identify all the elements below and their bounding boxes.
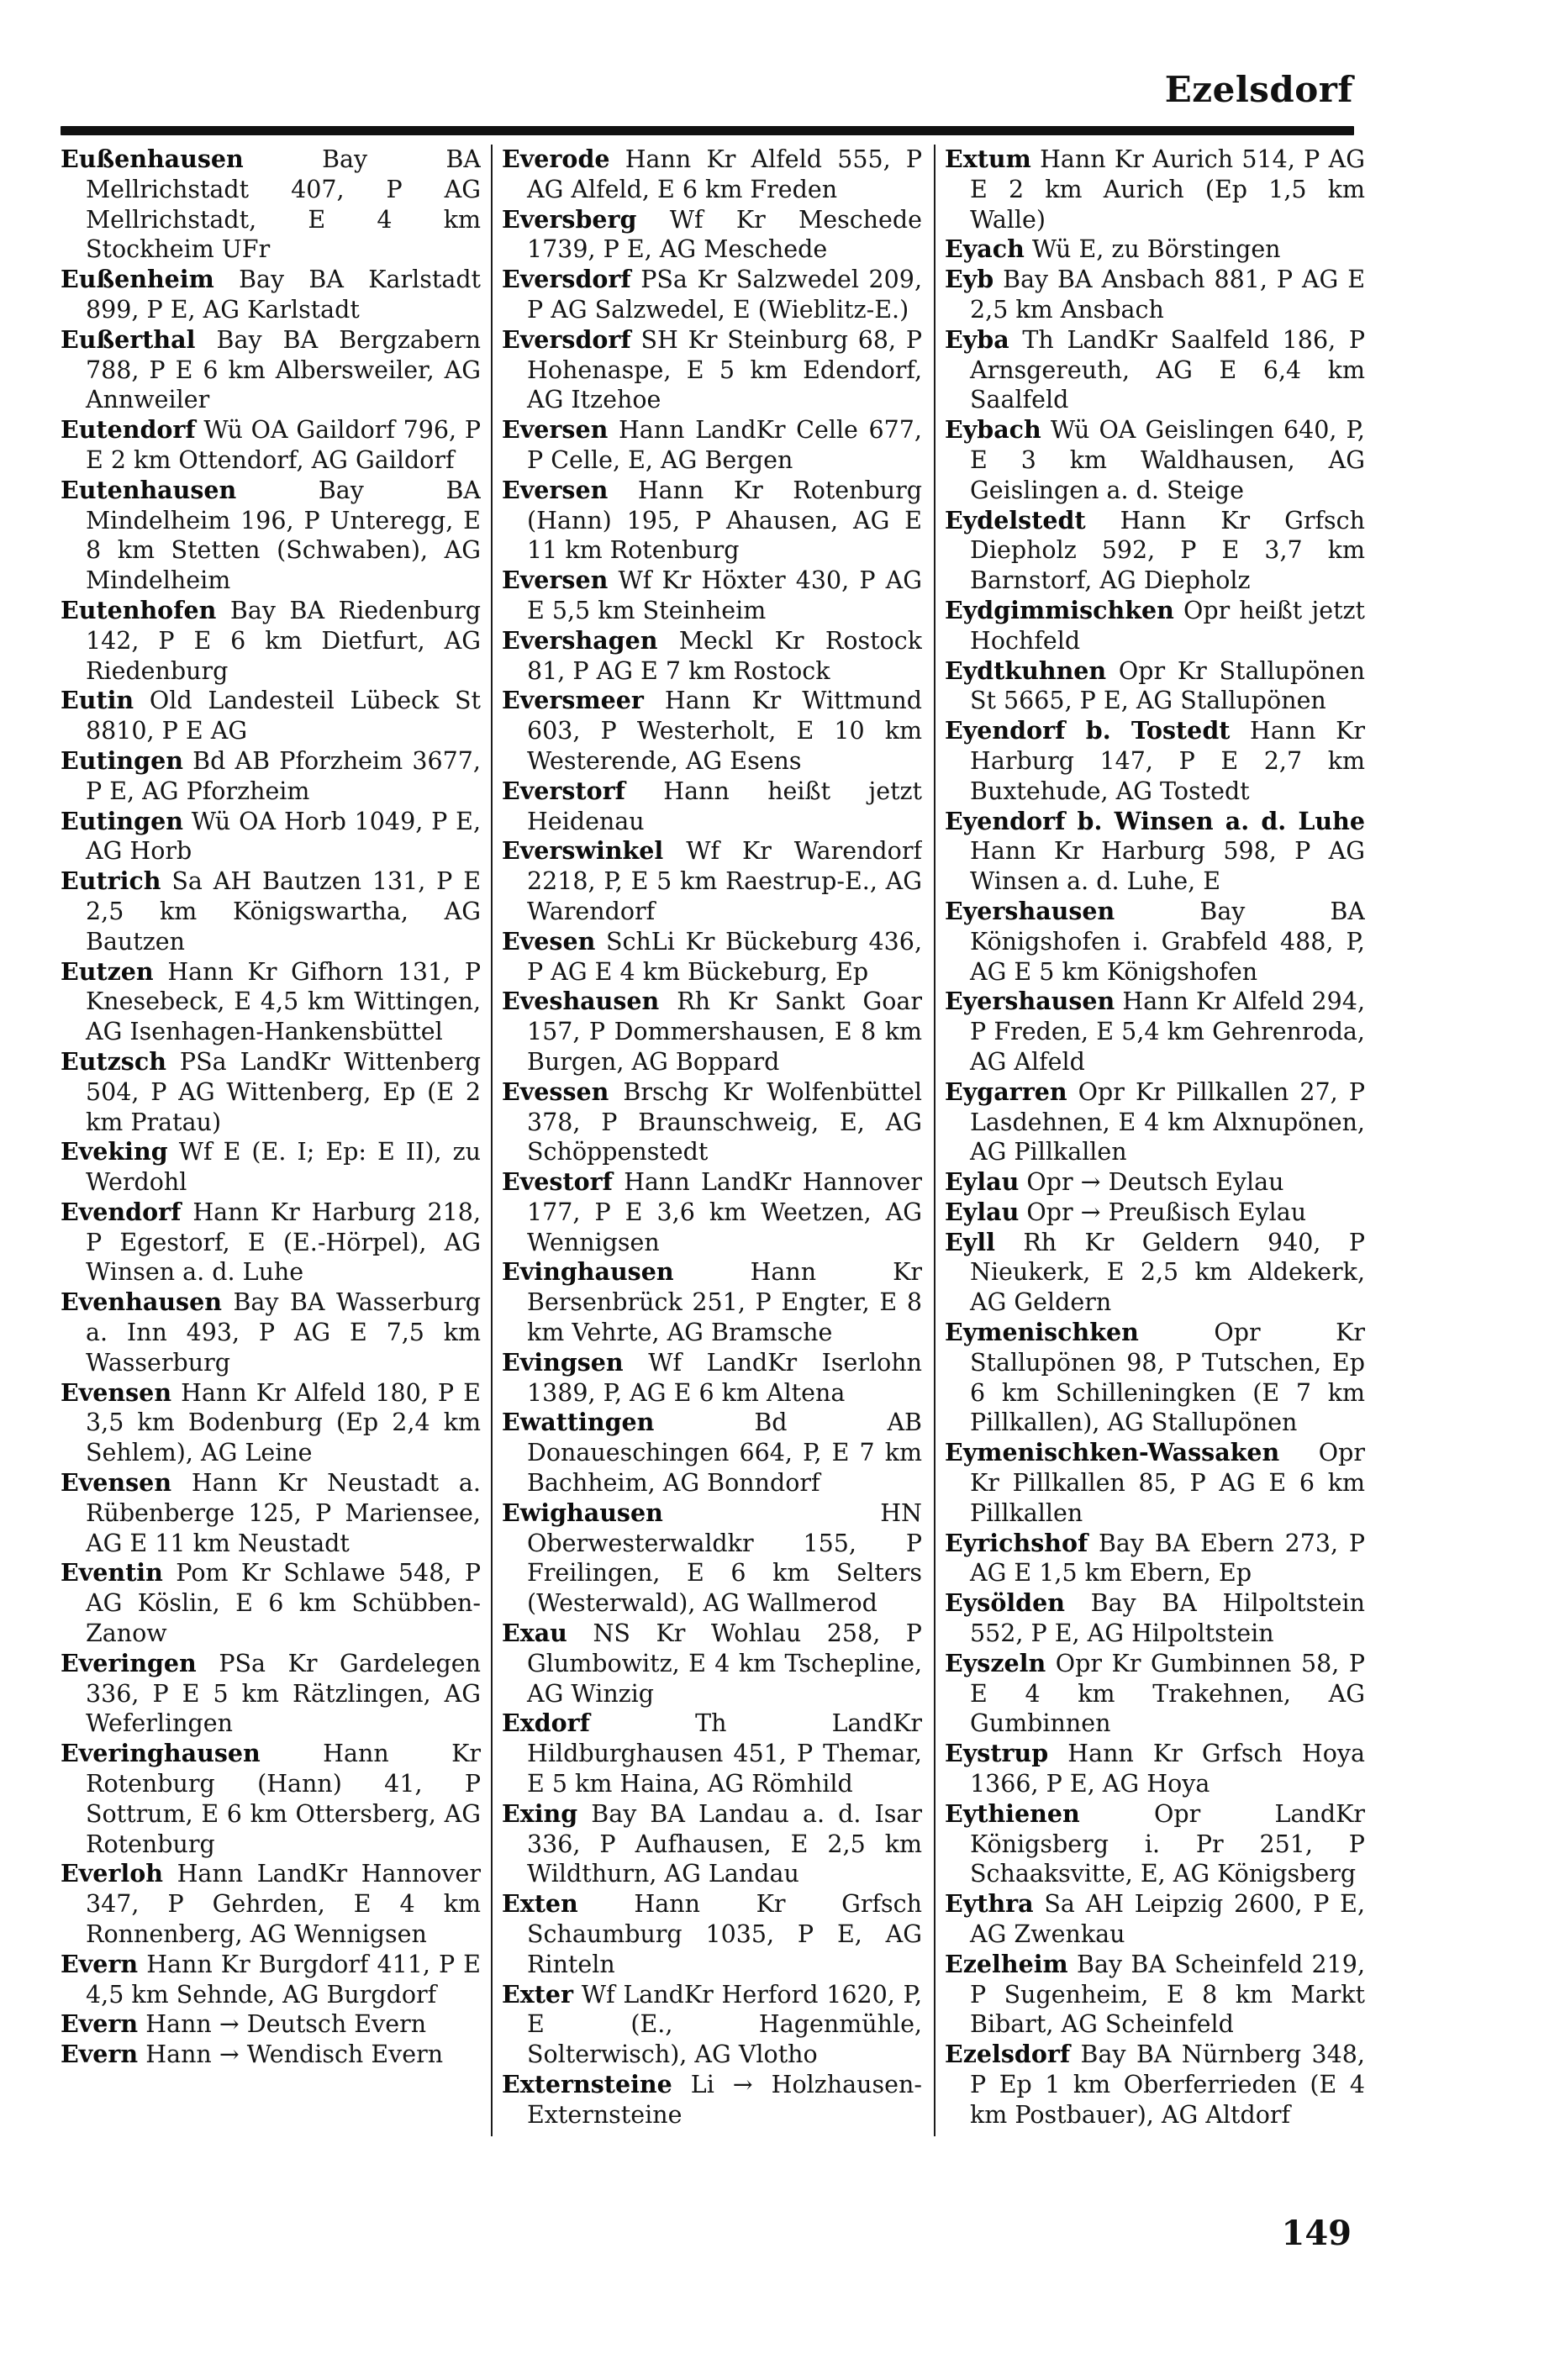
gazetteer-entry <box>61 145 481 265</box>
entry-name: Eyll <box>945 1227 995 1256</box>
gazetteer-entry <box>502 1889 922 1979</box>
gazetteer-entry <box>945 1799 1365 1889</box>
running-head: Ezelsdorf <box>1164 69 1353 110</box>
entry-name: Exter <box>502 1979 574 2009</box>
entry-name: Eventin <box>61 1558 163 1588</box>
entry-text: Old Landesteil Lübeck St 8810, P E AG <box>86 687 481 745</box>
entry-name: Ezelheim <box>945 1949 1068 1978</box>
entry-text: Hann Kr Aurich 514, P AG E 2 km Aurich (Ep 1,5 km Walle) <box>970 145 1365 234</box>
entry-name: Eveking <box>61 1137 168 1166</box>
entry-name: Eversberg <box>502 204 637 234</box>
entry-name: Eyba <box>945 324 1009 354</box>
entry-name: Ezelsdorf <box>945 2040 1071 2069</box>
entry-text: SH Kr Steinburg 68, P Hohenaspe, E 5 km Edendorf, AG Itzehoe <box>527 325 922 414</box>
entry-text: Wü OA Gaildorf 796, P E 2 km Ottendorf, AG Gaildorf <box>86 416 481 474</box>
gazetteer-entry <box>61 1649 481 1739</box>
entry-name: Eutrich <box>61 866 161 896</box>
entry-text: Wü E, zu Börstingen <box>1031 235 1281 264</box>
gazetteer-entry <box>502 1619 922 1709</box>
entry-name: Exdorf <box>502 1709 590 1738</box>
entry-text: Brschg Kr Wolfenbüttel 378, P Braunschweig, E, AG Schöppenstedt <box>527 1077 922 1166</box>
gazetteer-entry <box>502 1498 922 1619</box>
entry-name: Eutendorf <box>61 415 196 445</box>
entry-text: Hann Kr Burgdorf 411, P E 4,5 km Sehnde, AG Burgdorf <box>86 1950 481 2009</box>
gazetteer-entry <box>502 265 922 325</box>
entry-name: Evensen <box>61 1468 172 1498</box>
entry-text: PSa Kr Salzwedel 209, P AG Salzwedel, E (Wieblitz-E.) <box>527 266 922 324</box>
entry-name: Everode <box>502 145 610 173</box>
gazetteer-entry <box>502 205 922 266</box>
gazetteer-entry <box>502 1980 922 2070</box>
gazetteer-entry <box>945 1649 1365 1739</box>
entry-text: Hann LandKr Hannover 347, P Gehrden, E 4 km Ronnenberg, AG Wennigsen <box>86 1860 481 1949</box>
gazetteer-entry <box>945 1588 1365 1649</box>
entry-text: Bay BA Mindelheim 196, P Unteregg, E 8 km Stetten (Schwaben), AG Mindelheim <box>86 476 481 595</box>
gazetteer-entry <box>61 807 481 867</box>
entry-name: Eyb <box>945 265 994 294</box>
gazetteer-entry <box>945 234 1365 265</box>
entry-name: Everloh <box>61 1859 163 1888</box>
gazetteer-entry <box>945 1438 1365 1528</box>
gazetteer-entry <box>945 1889 1365 1950</box>
entry-text: SchLi Kr Bückeburg 436, P AG E 4 km Bückeburg, Ep <box>527 927 922 986</box>
entry-name: Ewattingen <box>502 1408 655 1437</box>
gazetteer-entry <box>502 836 922 926</box>
entry-name: Eyershausen <box>945 896 1115 925</box>
entry-text: Hann Kr Bersenbrück 251, P Engter, E 8 km Vehrte, AG Bramsche <box>527 1258 922 1347</box>
entry-text: Hann LandKr Hannover 177, P E 3,6 km Weetzen, AG Wennigsen <box>527 1168 922 1256</box>
gazetteer-entry <box>945 1950 1365 2040</box>
entry-name: Exten <box>502 1889 578 1919</box>
entry-text: Opr Kr Stallupönen St 5665, P E, AG Stallupönen <box>970 656 1365 715</box>
gazetteer-entry <box>945 415 1365 505</box>
entry-name: Extum <box>945 145 1031 173</box>
entry-text: Bay BA Königshofen i. Grabfeld 488, P, AG E 5 km Königshofen <box>970 897 1365 986</box>
entry-text: Bay BA Wasserburg a. Inn 493, P AG E 7,5 km Wasserburg <box>86 1288 481 1377</box>
entry-text: Hann LandKr Celle 677, P Celle, E, AG Bergen <box>527 416 922 474</box>
entry-text: Hann → Deutsch Evern <box>145 2010 427 2039</box>
gazetteer-entry <box>945 656 1365 717</box>
gazetteer-entry <box>61 1859 481 1949</box>
entry-name: Eythienen <box>945 1798 1080 1828</box>
entry-text: Opr → Preußisch Eylau <box>1026 1198 1307 1226</box>
entry-text: Hann Kr Grfsch Schaumburg 1035, P E, AG Rinteln <box>527 1890 922 1978</box>
gazetteer-entry <box>945 2040 1365 2130</box>
entry-text: Pom Kr Schlawe 548, P AG Köslin, E 6 km Schübben-Zanow <box>86 1559 481 1648</box>
gazetteer-entry <box>61 2040 481 2070</box>
entry-text: Bd AB Pforzheim 3677, P E, AG Pforzheim <box>86 746 481 805</box>
gazetteer-entry <box>502 476 922 566</box>
entry-text: Hann Kr Gifhorn 131, P Knesebeck, E 4,5 km Wittingen, AG Isenhagen-Hankensbüttel <box>86 957 481 1046</box>
gazetteer-entry <box>61 1047 481 1137</box>
entry-name: Eversen <box>502 415 609 445</box>
entry-text: Bay BA Scheinfeld 219, P Sugenheim, E 8 km Markt Bibart, AG Scheinfeld <box>970 1950 1365 2039</box>
entry-text: Wf Kr Warendorf 2218, P, E 5 km Raestrup-E., AG Warendorf <box>527 837 922 925</box>
entry-text: Bay BA Karlstadt 899, P E, AG Karlstadt <box>86 266 481 324</box>
entry-name: Eylau <box>945 1197 1020 1226</box>
gazetteer-entry <box>945 1167 1365 1198</box>
gazetteer-entry <box>945 897 1365 987</box>
entry-text: Meckl Kr Rostock 81, P AG E 7 km Rostock <box>527 626 922 685</box>
entry-text: Hann Kr Alfeld 294, P Freden, E 5,4 km Gehrenroda, AG Alfeld <box>970 987 1365 1076</box>
entry-name: Eymenischken-Wassaken <box>945 1438 1280 1467</box>
entry-text: Wü OA Geislingen 640, P, E 3 km Waldhausen, AG Geislingen a. d. Steige <box>970 416 1365 504</box>
entry-name: Eyendorf b. Tostedt <box>945 716 1231 745</box>
entry-name: Evinghausen <box>502 1257 674 1287</box>
gazetteer-entry <box>502 927 922 987</box>
entry-text: Th LandKr Saalfeld 186, P Arnsgereuth, AG E 6,4 km Saalfeld <box>970 325 1365 414</box>
gazetteer-entry <box>61 415 481 476</box>
entry-text: Hann Kr Harburg 218, P Egestorf, E (E.-Hörpel), AG Winsen a. d. Luhe <box>86 1198 481 1287</box>
gazetteer-entry <box>61 265 481 325</box>
gazetteer-entry <box>945 716 1365 806</box>
gazetteer-entry <box>502 626 922 687</box>
entry-text: Hann Kr Rotenburg (Hann) 41, P Sottrum, E 6 km Ottersberg, AG Rotenburg <box>86 1740 481 1858</box>
entry-text: NS Kr Wohlau 258, P Glumbowitz, E 4 km Tschepline, AG Winzig <box>527 1619 922 1708</box>
gazetteer-entry <box>945 987 1365 1077</box>
entry-name: Everinghausen <box>61 1739 261 1768</box>
entry-name: Evern <box>61 2040 139 2069</box>
gazetteer-entry <box>61 1558 481 1648</box>
gazetteer-entry <box>945 807 1365 897</box>
gazetteer-entry <box>502 2070 922 2130</box>
entry-name: Evern <box>61 1949 139 1978</box>
header-rule <box>61 126 1354 135</box>
entry-name: Eutenhofen <box>61 595 217 624</box>
gazetteer-entry <box>502 1167 922 1257</box>
entry-text: Hann Kr Harburg 147, P E 2,7 km Buxtehude, AG Tostedt <box>970 717 1365 805</box>
gazetteer-entry <box>61 1137 481 1198</box>
entry-name: Eutzsch <box>61 1046 166 1076</box>
entry-text: Wü OA Horb 1049, P E, AG Horb <box>86 807 481 866</box>
entry-name: Evern <box>61 2009 139 2039</box>
entry-name: Eversen <box>502 475 609 504</box>
column-2 <box>502 145 922 2136</box>
gazetteer-entry <box>945 1529 1365 1589</box>
gazetteer-entry <box>61 686 481 746</box>
gazetteer-entry <box>61 866 481 956</box>
entry-name: Evesen <box>502 926 596 956</box>
gazetteer-entry <box>945 145 1365 234</box>
entry-text: Wf LandKr Iserlohn 1389, P, AG E 6 km Altena <box>527 1348 922 1407</box>
column-1 <box>61 145 481 2136</box>
gazetteer-entry <box>502 566 922 626</box>
entry-name: Exau <box>502 1619 567 1648</box>
gazetteer-entry <box>502 1799 922 1889</box>
entry-name: Eystrup <box>945 1739 1049 1768</box>
entry-name: Eyershausen <box>945 987 1115 1016</box>
entry-name: Eydtkuhnen <box>945 656 1107 685</box>
gazetteer-entry <box>502 987 922 1077</box>
gazetteer-entry <box>61 957 481 1047</box>
entry-text: Opr Kr Gumbinnen 58, P E 4 km Trakehnen, AG Gumbinnen <box>970 1649 1365 1738</box>
gazetteer-entry <box>945 325 1365 415</box>
entry-text: Bay BA Landau a. d. Isar 336, P Aufhausen, E 2,5 km Wildthurn, AG Landau <box>527 1799 922 1888</box>
entry-text: Wf E (E. I; Ep: E II), zu Werdohl <box>86 1138 481 1197</box>
entry-name: Evessen <box>502 1077 609 1106</box>
entry-text: Hann Kr Alfeld 555, P AG Alfeld, E 6 km Freden <box>527 145 922 203</box>
entry-text: Hann Kr Grfsch Diepholz 592, P E 3,7 km Barnstorf, AG Diepholz <box>970 506 1365 595</box>
entry-name: Evendorf <box>61 1197 182 1226</box>
gazetteer-entry <box>61 746 481 807</box>
entry-name: Everingen <box>61 1648 197 1677</box>
entry-name: Eußerthal <box>61 324 196 354</box>
entry-name: Evershagen <box>502 625 658 655</box>
entry-text: Rh Kr Sankt Goar 157, P Dommershausen, E 8 km Burgen, AG Boppard <box>527 987 922 1076</box>
entry-name: Eutingen <box>61 745 183 775</box>
gazetteer-entry <box>945 596 1365 656</box>
entry-name: Everstorf <box>502 776 625 805</box>
entry-text: Opr Kr Stallupönen 98, P Tutschen, Ep 6 km Schilleningken (E 7 km Pillkallen), AG Stallupönen <box>970 1319 1365 1437</box>
gazetteer-entry <box>61 596 481 686</box>
gazetteer-entry <box>502 777 922 837</box>
gazetteer-entry <box>61 2009 481 2040</box>
gazetteer-entry <box>945 1198 1365 1228</box>
entry-text: HN Oberwesterwaldkr 155, P Freilingen, E 6 km Selters (Westerwald), AG Wallmerod <box>527 1498 922 1618</box>
gazetteer-entry <box>502 1348 922 1409</box>
column-divider <box>934 145 935 2136</box>
entry-name: Eyach <box>945 234 1025 264</box>
entry-text: Bd AB Donaueschingen 664, P, E 7 km Bachheim, AG Bonndorf <box>527 1409 922 1498</box>
gazetteer-entry <box>945 1318 1365 1438</box>
entry-text: Wf Kr Meschede 1739, P E, AG Meschede <box>527 205 922 264</box>
entry-text: PSa Kr Gardelegen 336, P E 5 km Rätzlingen, AG Weferlingen <box>86 1649 481 1738</box>
entry-text: Hann heißt jetzt Heidenau <box>527 777 922 835</box>
entry-text: PSa LandKr Wittenberg 504, P AG Wittenberg, Ep (E 2 km Pratau) <box>86 1047 481 1136</box>
gazetteer-entry <box>945 1739 1365 1799</box>
entry-name: Eversdorf <box>502 324 631 354</box>
entry-name: Eußenheim <box>61 265 214 294</box>
entry-text: Hann Kr Harburg 598, P AG Winsen a. d. Luhe, E <box>970 837 1365 896</box>
entry-text: Opr LandKr Königsberg i. Pr 251, P Schaaksvitte, E, AG Königsberg <box>970 1799 1365 1888</box>
entry-text: Rh Kr Geldern 940, P Nieukerk, E 2,5 km Aldekerk, AG Geldern <box>970 1228 1365 1317</box>
entry-text: Hann Kr Rotenburg (Hann) 195, P Ahausen, AG E 11 km Rotenburg <box>527 476 922 565</box>
entry-text: Opr Kr Pillkallen 85, P AG E 6 km Pillkallen <box>970 1439 1365 1527</box>
entry-name: Eveshausen <box>502 987 660 1016</box>
entry-name: Eybach <box>945 415 1041 445</box>
entry-text: Opr Kr Pillkallen 27, P Lasdehnen, E 4 km Alxnupönen, AG Pillkallen <box>970 1077 1365 1166</box>
entry-text: Wf LandKr Herford 1620, P, E (E., Hagenmühle, Solterwisch), AG Vlotho <box>527 1980 922 2069</box>
entry-name: Eversen <box>502 566 609 595</box>
gazetteer-entry <box>945 1228 1365 1318</box>
entry-name: Eyendorf b. Winsen a. d. Luhe <box>945 806 1365 835</box>
gazetteer-entry <box>502 1077 922 1167</box>
entry-text: Hann → Wendisch Evern <box>145 2040 444 2069</box>
entry-name: Eutzen <box>61 956 154 986</box>
entry-text: Sa AH Bautzen 131, P E 2,5 km Königswartha, AG Bautzen <box>86 867 481 956</box>
entry-name: Eutin <box>61 686 134 715</box>
entry-name: Exing <box>502 1798 578 1828</box>
entry-name: Eysölden <box>945 1588 1065 1618</box>
gazetteer-entry <box>945 506 1365 596</box>
gazetteer-entry <box>502 325 922 415</box>
entry-name: Eymenischken <box>945 1318 1139 1347</box>
entry-text: Sa AH Leipzig 2600, P E, AG Zwenkau <box>970 1890 1365 1949</box>
entry-name: Eußenhausen <box>61 145 244 173</box>
entry-name: Eutingen <box>61 806 183 835</box>
page-number: 149 <box>1281 2214 1352 2253</box>
entry-name: Evingsen <box>502 1347 624 1377</box>
entry-text: Bay BA Nürnberg 348, P Ep 1 km Oberferrieden (E 4 km Postbauer), AG Altdorf <box>970 2040 1365 2129</box>
entry-name: Everswinkel <box>502 836 664 866</box>
gazetteer-entry <box>61 1287 481 1377</box>
entry-name: Externsteine <box>502 2070 672 2098</box>
entry-text: Bay BA Hilpoltstein 552, P E, AG Hilpoltstein <box>970 1589 1365 1648</box>
entry-text: Bay BA Mellrichstadt 407, P AG Mellrichstadt, E 4 km Stockheim UFr <box>86 145 481 264</box>
entry-name: Evensen <box>61 1377 172 1407</box>
entry-name: Eutenhausen <box>61 475 237 504</box>
gazetteer-entry <box>61 1198 481 1287</box>
gazetteer-entry <box>61 1468 481 1558</box>
gazetteer-entry <box>502 1408 922 1498</box>
entry-text: Wf Kr Höxter 430, P AG E 5,5 km Steinheim <box>527 566 922 624</box>
gazetteer-entry <box>61 476 481 596</box>
gazetteer-entry <box>61 1950 481 2010</box>
gazetteer-entry <box>61 1378 481 1468</box>
entry-name: Eylau <box>945 1167 1020 1197</box>
entry-text: Th LandKr Hildburghausen 451, P Themar, E 5 km Haina, AG Römhild <box>527 1709 922 1798</box>
gazetteer-entry <box>502 1709 922 1798</box>
entry-name: Evestorf <box>502 1167 613 1197</box>
entry-text: Li → Holzhausen-Externsteine <box>527 2071 922 2129</box>
entry-text: Hann Kr Grfsch Hoya 1366, P E, AG Hoya <box>970 1740 1365 1798</box>
entry-name: Eythra <box>945 1889 1034 1919</box>
entry-text: Opr → Deutsch Eylau <box>1026 1168 1284 1197</box>
entry-text: Bay BA Riedenburg 142, P E 6 km Dietfurt, AG Riedenburg <box>86 596 481 685</box>
entry-name: Eyszeln <box>945 1648 1046 1677</box>
gazetteer-entry <box>945 1077 1365 1167</box>
entry-text: Opr heißt jetzt Hochfeld <box>970 596 1365 655</box>
entry-name: Eygarren <box>945 1077 1067 1106</box>
gazetteer-entry <box>502 686 922 776</box>
entry-name: Eversmeer <box>502 686 644 715</box>
entry-text: Bay BA Bergzabern 788, P E 6 km Albersweiler, AG Annweiler <box>86 325 481 414</box>
entry-text: Hann Kr Neustadt a. Rübenberge 125, P Mariensee, AG E 11 km Neustadt <box>86 1469 481 1557</box>
entry-text: Bay BA Ansbach 881, P AG E 2,5 km Ansbach <box>970 266 1365 324</box>
entry-name: Evenhausen <box>61 1287 222 1317</box>
column-divider <box>491 145 493 2136</box>
gazetteer-entry <box>61 325 481 415</box>
entry-text: Hann Kr Alfeld 180, P E 3,5 km Bodenburg (Ep 2,4 km Sehlem), AG Leine <box>86 1378 481 1467</box>
entry-name: Eversdorf <box>502 265 631 294</box>
entry-text: Hann Kr Wittmund 603, P Westerholt, E 10 km Westerende, AG Esens <box>527 687 922 775</box>
entry-text: Bay BA Ebern 273, P AG E 1,5 km Ebern, Ep <box>970 1529 1365 1588</box>
gazetteer-entry <box>945 265 1365 325</box>
gazetteer-entry <box>502 145 922 205</box>
gazetteer-entry <box>61 1739 481 1859</box>
gazetteer-entry <box>502 415 922 476</box>
column-3 <box>945 145 1365 2136</box>
entry-name: Eydgimmischken <box>945 595 1174 624</box>
entry-name: Ewighausen <box>502 1498 663 1527</box>
entry-name: Eydelstedt <box>945 505 1086 534</box>
gazetteer-entry <box>502 1257 922 1347</box>
entry-name: Eyrichshof <box>945 1528 1088 1557</box>
